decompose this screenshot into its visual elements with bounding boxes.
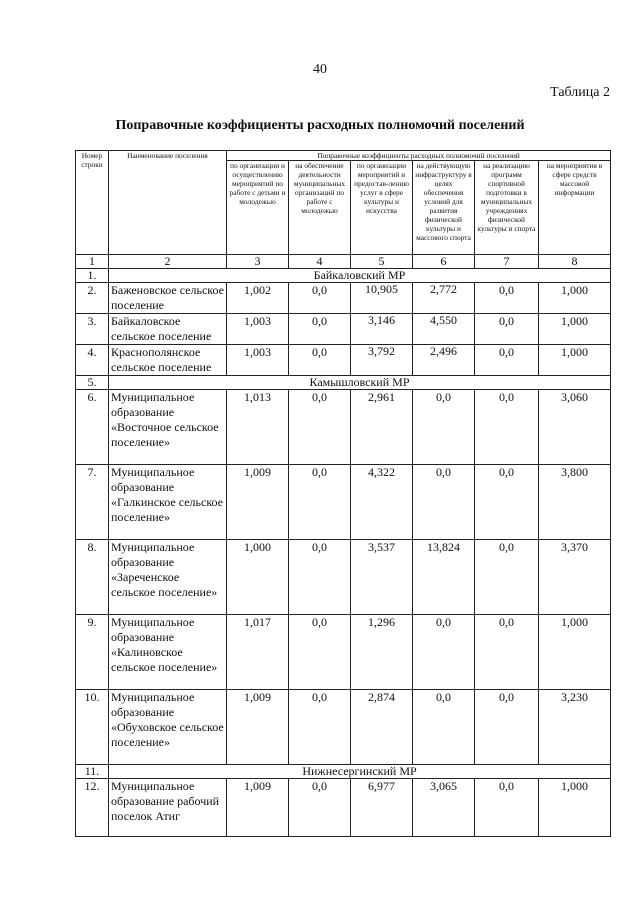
value-col-8: 3,800: [539, 465, 611, 540]
value-col-8: 1,000: [539, 314, 611, 345]
row-number: 10.: [76, 690, 109, 765]
row-number: 12.: [76, 779, 109, 837]
coefficients-table: [75, 150, 611, 837]
value-col-8: 1,000: [539, 345, 611, 376]
table-body: [76, 269, 611, 837]
region-name: Камышловский МР: [109, 376, 611, 390]
header-settlement-name: Наименование поселения: [109, 151, 227, 255]
region-name: Нижнесергинский МР: [109, 765, 611, 779]
value-col-3: 1,009: [227, 690, 289, 765]
value-col-6: 3,065: [413, 779, 475, 837]
value-col-4: 0,0: [289, 283, 351, 314]
row-number: 7.: [76, 465, 109, 540]
value-col-5: 3,537: [351, 540, 413, 615]
header-col-7: на реализацию программ спортивной подготовки в муниципальных учреждениях физической культуры и спорта: [475, 161, 539, 255]
table-header: [76, 151, 611, 269]
settlement-name: Баженовское сельское поселение: [109, 283, 227, 314]
value-col-7: 0,0: [475, 690, 539, 765]
value-col-3: 1,002: [227, 283, 289, 314]
value-col-4: 0,0: [289, 390, 351, 465]
row-number: 9.: [76, 615, 109, 690]
table-row: [76, 615, 611, 690]
header-coefficients-group: Поправочные коэффициенты расходных полномочий поселений: [227, 151, 611, 161]
value-col-6: 13,824: [413, 540, 475, 615]
region-row: [76, 376, 611, 390]
settlement-name: Муниципальное образование «Галкинское сельское поселение»: [109, 465, 227, 540]
column-number: 7: [475, 255, 539, 269]
table-row: [76, 314, 611, 345]
region-name: Байкаловский МР: [109, 269, 611, 283]
value-col-3: 1,000: [227, 540, 289, 615]
value-col-7: 0,0: [475, 615, 539, 690]
value-col-4: 0,0: [289, 615, 351, 690]
region-row: [76, 269, 611, 283]
value-col-7: 0,0: [475, 390, 539, 465]
row-number: 4.: [76, 345, 109, 376]
value-col-5: 2,961: [351, 390, 413, 465]
value-col-6: 2,496: [413, 345, 475, 376]
column-number: 6: [413, 255, 475, 269]
value-col-7: 0,0: [475, 465, 539, 540]
row-number: 11.: [76, 765, 109, 779]
column-number: 8: [539, 255, 611, 269]
value-col-5: 1,296: [351, 615, 413, 690]
settlement-name: Байкаловское сельское поселение: [109, 314, 227, 345]
column-number: 5: [351, 255, 413, 269]
value-col-4: 0,0: [289, 690, 351, 765]
region-row: [76, 765, 611, 779]
document-title: Поправочные коэффициенты расходных полномочий поселений: [115, 118, 525, 133]
table-row: [76, 390, 611, 465]
header-row-number: Номер строки: [76, 151, 109, 255]
column-number: 4: [289, 255, 351, 269]
value-col-7: 0,0: [475, 540, 539, 615]
table-row: [76, 540, 611, 615]
table-row: [76, 283, 611, 314]
settlement-name: Муниципальное образование «Обуховское сельское поселение»: [109, 690, 227, 765]
value-col-8: 3,230: [539, 690, 611, 765]
settlement-name: Краснополянское сельское поселение: [109, 345, 227, 376]
row-number: 5.: [76, 376, 109, 390]
header-col-4: на обеспечение деятельности муниципальных организаций по работе с молодежью: [289, 161, 351, 255]
value-col-7: 0,0: [475, 779, 539, 837]
table-caption: Таблица 2: [550, 85, 610, 100]
header-col-6: на действующую инфраструктуру в целях обеспечения условий для развития физической культуры и массового спорта: [413, 161, 475, 255]
value-col-8: 1,000: [539, 283, 611, 314]
column-number: 2: [109, 255, 227, 269]
value-col-5: 2,874: [351, 690, 413, 765]
value-col-3: 1,013: [227, 390, 289, 465]
settlement-name: Муниципальное образование рабочий поселок Атиг: [109, 779, 227, 837]
column-number: 3: [227, 255, 289, 269]
value-col-6: 0,0: [413, 615, 475, 690]
value-col-5: 10,905: [351, 283, 413, 314]
row-number: 2.: [76, 283, 109, 314]
row-number: 6.: [76, 390, 109, 465]
header-col-5: по организации мероприятий и предостав-лению услуг в сфере культуры и искусства: [351, 161, 413, 255]
settlement-name: Муниципальное образование «Калиновское сельское поселение»: [109, 615, 227, 690]
table-row: [76, 690, 611, 765]
value-col-3: 1,009: [227, 465, 289, 540]
value-col-4: 0,0: [289, 540, 351, 615]
value-col-3: 1,003: [227, 314, 289, 345]
column-number: 1: [76, 255, 109, 269]
header-col-8: на мероприятия в сфере средств массовой информации: [539, 161, 611, 255]
row-number: 1.: [76, 269, 109, 283]
value-col-8: 3,370: [539, 540, 611, 615]
value-col-5: 4,322: [351, 465, 413, 540]
header-col-3: по организации и осуществлению мероприятий по работе с детьми и молодежью: [227, 161, 289, 255]
value-col-3: 1,009: [227, 779, 289, 837]
value-col-6: 0,0: [413, 390, 475, 465]
value-col-6: 0,0: [413, 690, 475, 765]
value-col-5: 3,146: [351, 314, 413, 345]
value-col-5: 6,977: [351, 779, 413, 837]
value-col-7: 0,0: [475, 283, 539, 314]
value-col-6: 2,772: [413, 283, 475, 314]
column-numbers-row: [76, 255, 611, 269]
table-row: [76, 345, 611, 376]
value-col-8: 3,060: [539, 390, 611, 465]
value-col-3: 1,017: [227, 615, 289, 690]
settlement-name: Муниципальное образование «Восточное сельское поселение»: [109, 390, 227, 465]
value-col-7: 0,0: [475, 314, 539, 345]
table-row: [76, 779, 611, 837]
value-col-4: 0,0: [289, 314, 351, 345]
row-number: 8.: [76, 540, 109, 615]
table-row: [76, 465, 611, 540]
value-col-3: 1,003: [227, 345, 289, 376]
value-col-6: 4,550: [413, 314, 475, 345]
value-col-6: 0,0: [413, 465, 475, 540]
value-col-5: 3,792: [351, 345, 413, 376]
page-number: 40: [313, 62, 327, 77]
value-col-4: 0,0: [289, 345, 351, 376]
value-col-7: 0,0: [475, 345, 539, 376]
row-number: 3.: [76, 314, 109, 345]
value-col-8: 1,000: [539, 779, 611, 837]
settlement-name: Муниципальное образование «Зареченское сельское поселение»: [109, 540, 227, 615]
value-col-4: 0,0: [289, 465, 351, 540]
value-col-4: 0,0: [289, 779, 351, 837]
value-col-8: 1,000: [539, 615, 611, 690]
